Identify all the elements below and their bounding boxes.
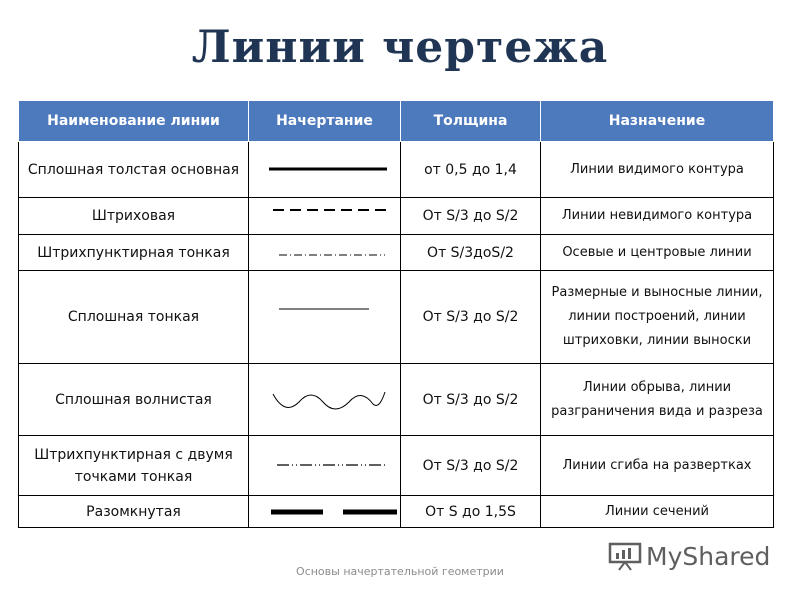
open-line-icon: [253, 500, 403, 524]
line-sample: [249, 142, 401, 198]
line-sample: [249, 235, 401, 271]
line-thickness: от 0,5 до 1,4: [401, 142, 541, 198]
dash-two-dots-line-icon: [253, 451, 403, 481]
table-row: [19, 436, 774, 496]
table-row: [19, 198, 774, 235]
line-purpose: Осевые и центровые линии: [541, 235, 774, 271]
header-name: Наименование линии: [19, 101, 249, 142]
line-thickness: От S до 1,5S: [401, 496, 541, 528]
line-purpose: Линии сгиба на развертках: [541, 436, 774, 496]
table-row: [19, 271, 774, 364]
line-types-table: [18, 100, 774, 528]
table-row: [19, 142, 774, 198]
line-thickness: От S/3 до S/2: [401, 364, 541, 436]
table-row: [19, 496, 774, 528]
line-name: Сплошная толстая основная: [19, 142, 249, 198]
header-thickness: Толщина: [401, 101, 541, 142]
line-sample: [249, 198, 401, 235]
dash-dot-line-icon: [253, 238, 403, 268]
line-purpose: Линии обрыва, линии разграничения вида и разреза: [541, 364, 774, 436]
table-row: [19, 235, 774, 271]
line-name: Разомкнутая: [19, 496, 249, 528]
line-purpose: Размерные и выносные линии, линии построений, линии штриховки, линии выноски: [541, 271, 774, 364]
solid-thick-line-icon: [253, 155, 403, 185]
line-name: Штрихпунктирная тонкая: [19, 235, 249, 271]
line-sample: [249, 436, 401, 496]
header-purpose: Назначение: [541, 101, 774, 142]
solid-thin-line-icon: [253, 297, 403, 337]
line-purpose: Линии невидимого контура: [541, 198, 774, 235]
line-thickness: От S/3 до S/2: [401, 436, 541, 496]
line-name: Сплошная тонкая: [19, 271, 249, 364]
wavy-line-icon: [253, 380, 403, 420]
logo-text: MyShared: [646, 541, 771, 571]
line-name: Сплошная волнистая: [19, 364, 249, 436]
line-name: Штрихпунктирная с двумя точками тонкая: [19, 436, 249, 496]
line-sample: [249, 496, 401, 528]
table-header-row: [19, 101, 774, 142]
line-sample: [249, 364, 401, 436]
line-purpose: Линии видимого контура: [541, 142, 774, 198]
line-name: Штриховая: [19, 198, 249, 235]
line-thickness: От S/3доS/2: [401, 235, 541, 271]
line-purpose: Линии сечений: [541, 496, 774, 528]
myshared-logo: [608, 538, 770, 574]
dashed-line-icon: [253, 201, 403, 231]
line-thickness: От S/3 до S/2: [401, 198, 541, 235]
header-style: Начертание: [249, 101, 401, 142]
footer-caption: Основы начертательной геометрии: [296, 565, 504, 578]
line-thickness: От S/3 до S/2: [401, 271, 541, 364]
line-sample: [249, 271, 401, 364]
table-row: [19, 364, 774, 436]
presentation-board-icon: [608, 541, 642, 571]
page-title: Линии чертежа: [191, 22, 609, 73]
